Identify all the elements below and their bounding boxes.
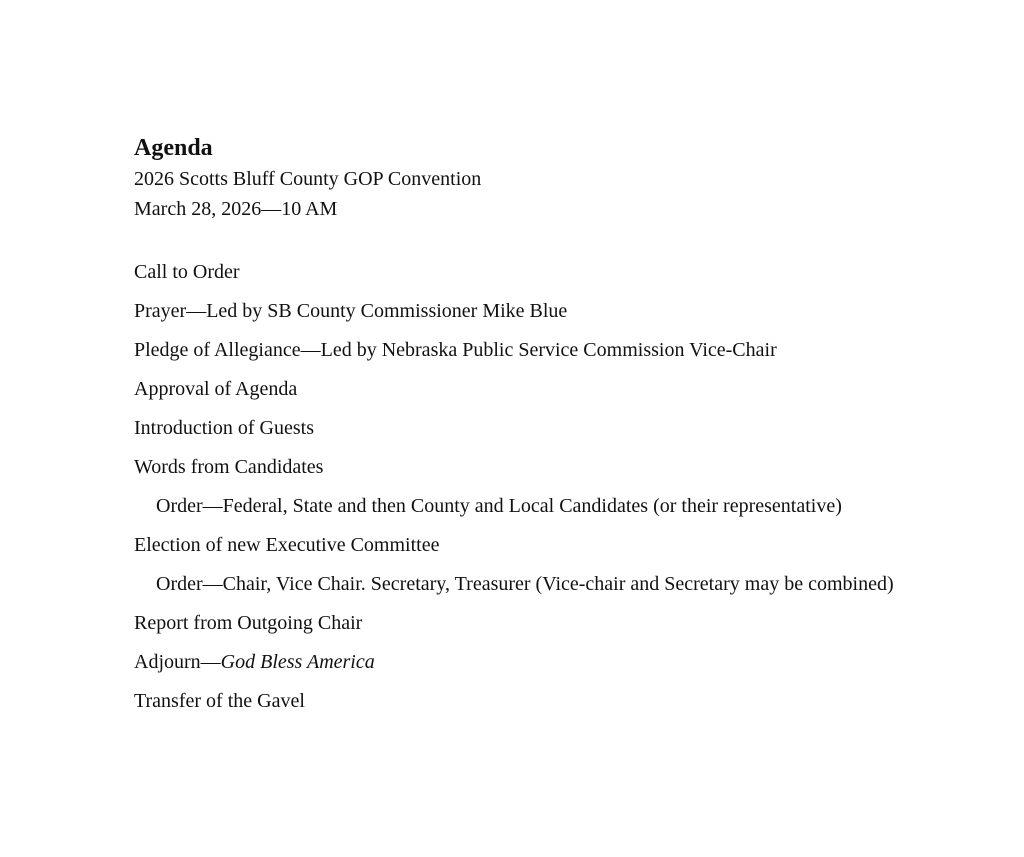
event-datetime: March 28, 2026—10 AM xyxy=(134,198,338,220)
agenda-document xyxy=(134,132,1014,721)
agenda-title: Agenda xyxy=(134,135,213,161)
agenda-item-election: Election of new Executive Committee xyxy=(134,534,440,556)
agenda-item-call-to-order: Call to Order xyxy=(134,261,240,283)
agenda-item-introduction: Introduction of Guests xyxy=(134,417,314,439)
agenda-item-pledge: Pledge of Allegiance—Led by Nebraska Public Service Commission Vice-Chair xyxy=(134,339,777,361)
agenda-item-transfer-gavel: Transfer of the Gavel xyxy=(134,690,305,712)
adjourn-emphasis: God Bless America xyxy=(220,651,375,673)
agenda-list xyxy=(134,253,1014,721)
adjourn-label: Adjourn— xyxy=(134,651,221,673)
agenda-subitem-election-order: Order—Chair, Vice Chair. Secretary, Treasurer (Vice-chair and Secretary may be combined) xyxy=(156,573,894,595)
agenda-item-prayer: Prayer—Led by SB County Commissioner Mike Blue xyxy=(134,300,568,322)
event-name: 2026 Scotts Bluff County GOP Convention xyxy=(134,168,482,190)
agenda-subitem-candidates-order: Order—Federal, State and then County and Local Candidates (or their representative) xyxy=(156,495,842,517)
agenda-item-report: Report from Outgoing Chair xyxy=(134,612,363,634)
agenda-item-adjourn xyxy=(134,643,1014,682)
agenda-item-words-from-candidates: Words from Candidates xyxy=(134,456,324,478)
agenda-item-approval: Approval of Agenda xyxy=(134,378,298,400)
